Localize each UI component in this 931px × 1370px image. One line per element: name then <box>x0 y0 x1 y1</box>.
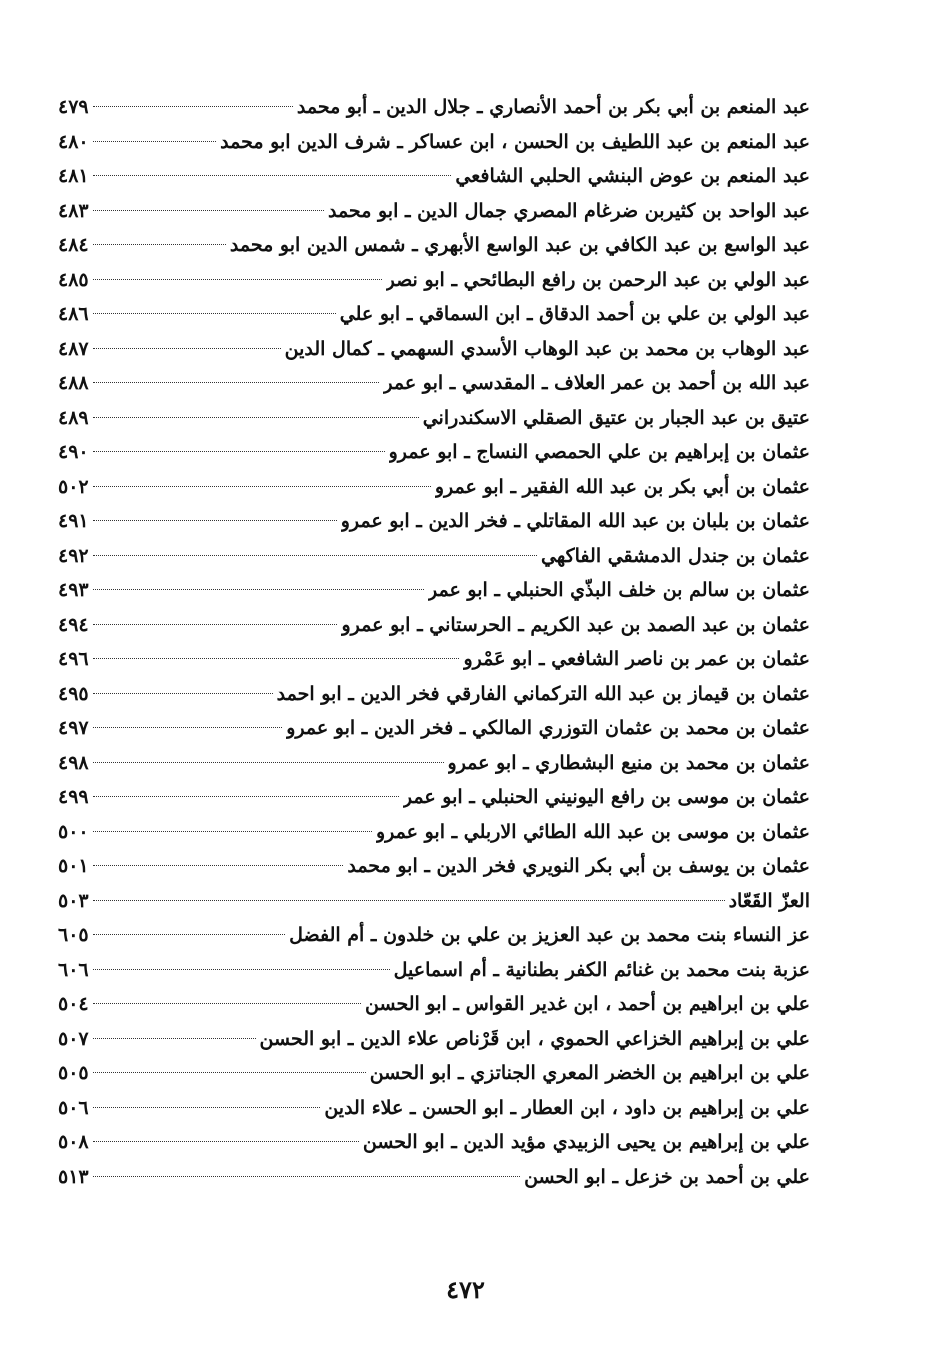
entry-page-number: ٤٩٥ <box>58 682 89 705</box>
entry-page-number: ٤٨٥ <box>58 268 89 291</box>
dot-leader <box>93 969 390 970</box>
index-entry <box>58 677 810 712</box>
entry-page-number: ٦٠٥ <box>58 924 89 946</box>
index-entry <box>58 332 810 367</box>
index-entry <box>58 228 810 263</box>
entry-page-number: ٤٩٨ <box>58 751 89 774</box>
entry-page-number: ٥٠٤ <box>58 993 89 1015</box>
index-entry <box>58 815 810 850</box>
entry-page-number: ٤٩٣ <box>58 579 89 601</box>
dot-leader <box>93 555 537 556</box>
entry-name: العزّ القَعّاد <box>728 889 810 912</box>
index-entry <box>58 1125 810 1160</box>
index-entry <box>58 194 810 229</box>
entry-page-number: ٥٠٧ <box>58 1027 89 1050</box>
index-entry <box>58 125 810 160</box>
dot-leader <box>93 417 419 418</box>
entry-page-number: ٤٨٣ <box>58 199 89 222</box>
entry-name: عبد الواحد بن كثيربن ضرغام المصري جمال الدين ـ ابو محمد <box>327 199 810 222</box>
index-entry <box>58 608 810 643</box>
entry-page-number: ٤٨١ <box>58 165 89 187</box>
entry-page-number: ٤٩٩ <box>58 786 89 808</box>
index-entry <box>58 504 810 539</box>
entry-page-number: ٤٨٩ <box>58 406 89 429</box>
page-number: ٤٧٢ <box>446 1275 485 1304</box>
dot-leader <box>93 589 424 590</box>
entry-name: عبد الوهاب بن محمد بن عبد الوهاب الأسدي السهمي ـ كمال الدين <box>284 337 810 360</box>
dot-leader <box>93 865 344 866</box>
entry-name: عبد المنعم بن أبي بكر بن أحمد الأنصاري ـ جلال الدين ـ أبو محمد <box>296 96 810 118</box>
entry-page-number: ٥٠١ <box>58 855 89 877</box>
entry-page-number: ٤٨٨ <box>58 372 89 394</box>
entry-name: عثمان بن عمر بن ناصر الشافعي ـ ابو عَمْرو <box>463 648 810 670</box>
entry-name: علي بن ابراهيم بن الخضر المعري الجناتزي ـ ابو الحسن <box>369 1062 810 1084</box>
entry-page-number: ٥٠٠ <box>58 820 89 843</box>
entry-page-number: ٥١٣ <box>58 1165 89 1188</box>
dot-leader <box>93 762 444 763</box>
dot-leader <box>93 900 725 901</box>
entry-name: عبد المنعم بن عوض البنشي الحلبي الشافعي <box>455 165 810 187</box>
dot-leader <box>93 175 452 176</box>
entry-page-number: ٤٧٩ <box>58 96 89 118</box>
index-entry <box>58 849 810 884</box>
index-list <box>58 90 810 1194</box>
entry-name: عثمان بن محمد بن منيع البشطاري ـ ابو عمرو <box>447 751 810 774</box>
index-entry <box>58 90 810 125</box>
index-entry <box>58 159 810 194</box>
index-entry <box>58 401 810 436</box>
index-entry <box>58 297 810 332</box>
entry-page-number: ٥٠٦ <box>58 1096 89 1119</box>
entry-name: عبد الولي بن عبد الرحمن بن رافع البطائحي ـ ابو نصر <box>385 268 810 291</box>
index-entry <box>58 987 810 1022</box>
dot-leader <box>93 1072 366 1073</box>
entry-name: عثمان بن سالم بن خلف البذّي الحنبلي ـ ابو عمر <box>427 579 810 601</box>
dot-leader <box>93 279 382 280</box>
entry-name: علي بن أحمد بن خزعل ـ ابو الحسن <box>524 1165 810 1188</box>
dot-leader <box>93 382 380 383</box>
entry-page-number: ٤٨٧ <box>58 337 89 360</box>
entry-name: عثمان بن أبي بكر بن عبد الله الفقير ـ ابو عمرو <box>434 475 810 498</box>
entry-name: عزبة بنت محمد بن غنائم الكفر بطنانية ـ أم اسماعيل <box>393 958 810 981</box>
entry-name: علي بن إبراهيم بن داود ، ابن العطار ـ ابو الحسن ـ علاء الدين <box>324 1096 810 1119</box>
entry-page-number: ٤٨٠ <box>58 130 89 153</box>
entry-name: عبد المنعم بن عبد اللطيف بن الحسن ، ابن عساكر ـ شرف الدين ابو محمد <box>220 130 810 153</box>
entry-page-number: ٤٨٤ <box>58 234 89 256</box>
index-entry <box>58 642 810 677</box>
entry-name: عثمان بن قيماز بن عبد الله التركماني الفارقي فخر الدين ـ ابو احمد <box>276 682 810 705</box>
entry-name: عثمان بن عبد الصمد بن عبد الكريم ـ الحرستاني ـ ابو عمرو <box>341 613 810 636</box>
entry-page-number: ٤٩٦ <box>58 648 89 670</box>
index-entry <box>58 1160 810 1195</box>
entry-page-number: ٦٠٦ <box>58 958 89 981</box>
entry-name: علي بن إبراهيم الخزاعي الحموي ، ابن قَرْناص علاء الدين ـ ابو الحسن <box>259 1027 810 1050</box>
entry-name: عثمان بن بلبان بن عبد الله المقاتلي ـ فخر الدين ـ ابو عمرو <box>340 510 810 532</box>
entry-name: عثمان بن إبراهيم بن علي الحمصي النساج ـ ابو عمرو <box>388 441 810 463</box>
entry-page-number: ٥٠٣ <box>58 889 89 912</box>
dot-leader <box>93 451 385 452</box>
dot-leader <box>93 624 338 625</box>
entry-name: عتيق بن عبد الجبار بن عتيق الصقلي الاسكندراني <box>422 406 810 429</box>
entry-page-number: ٤٩٠ <box>58 441 89 463</box>
entry-page-number: ٤٩٧ <box>58 717 89 739</box>
index-entry <box>58 780 810 815</box>
index-entry <box>58 711 810 746</box>
dot-leader <box>93 313 336 314</box>
index-entry <box>58 573 810 608</box>
dot-leader <box>93 1003 361 1004</box>
entry-name: عبد الواسع بن عبد الكافي بن عبد الواسع الأبهري ـ شمس الدين ابو محمد <box>229 234 810 256</box>
dot-leader <box>93 106 293 107</box>
entry-name: عز النساء بنت محمد بن عبد العزيز بن علي بن خلدون ـ أم الفضل <box>289 924 810 946</box>
entry-page-number: ٥٠٢ <box>58 475 89 498</box>
index-entry <box>58 746 810 781</box>
index-entry <box>58 435 810 470</box>
entry-name: عثمان بن موسى بن رافع اليونيني الحنبلي ـ ابو عمر <box>402 786 810 808</box>
index-entry <box>58 1056 810 1091</box>
dot-leader <box>93 1038 256 1039</box>
entry-name: عثمان بن موسى بن عبد الله الطائي الاربلي ـ ابو عمرو <box>376 820 810 843</box>
entry-name: علي بن إبراهيم بن يحيى الزبيدي مؤيد الدين ـ ابو الحسن <box>362 1131 810 1153</box>
entry-name: علي بن ابراهيم بن أحمد ، ابن غدير القواس ـ ابو الحسن <box>365 993 810 1015</box>
entry-page-number: ٤٩١ <box>58 510 89 532</box>
dot-leader <box>93 693 273 694</box>
entry-page-number: ٥٠٨ <box>58 1131 89 1153</box>
dot-leader <box>93 348 281 349</box>
index-entry <box>58 1022 810 1057</box>
dot-leader <box>93 244 226 245</box>
index-entry <box>58 263 810 298</box>
entry-name: عثمان بن جندل الدمشقي الفاكهي <box>541 544 810 567</box>
dot-leader <box>93 934 285 935</box>
dot-leader <box>93 141 216 142</box>
dot-leader <box>93 1141 359 1142</box>
entry-name: عبد الله بن أحمد بن عمر العلاف ـ المقدسي ـ ابو عمر <box>383 372 810 394</box>
index-entry <box>58 884 810 919</box>
entry-name: عثمان بن يوسف بن أبي بكر النويري فخر الدين ـ ابو محمد <box>347 855 810 877</box>
dot-leader <box>93 796 399 797</box>
dot-leader <box>93 1107 321 1108</box>
entry-name: عثمان بن محمد بن عثمان التوزري المالكي ـ فخر الدين ـ ابو عمرو <box>286 717 810 739</box>
index-entry <box>58 539 810 574</box>
entry-page-number: ٤٩٤ <box>58 613 89 636</box>
dot-leader <box>93 727 283 728</box>
entry-page-number: ٤٨٦ <box>58 303 89 325</box>
entry-page-number: ٤٩٢ <box>58 544 89 567</box>
index-entry <box>58 953 810 988</box>
entry-page-number: ٥٠٥ <box>58 1062 89 1084</box>
dot-leader <box>93 831 372 832</box>
index-entry <box>58 1091 810 1126</box>
entry-name: عبد الولي بن علي بن أحمد الدقاق ـ ابن السماقي ـ ابو علي <box>339 303 810 325</box>
index-entry <box>58 366 810 401</box>
index-entry <box>58 470 810 505</box>
dot-leader <box>93 520 337 521</box>
index-entry <box>58 918 810 953</box>
dot-leader <box>93 486 431 487</box>
dot-leader <box>93 1176 520 1177</box>
dot-leader <box>93 210 324 211</box>
dot-leader <box>93 658 460 659</box>
